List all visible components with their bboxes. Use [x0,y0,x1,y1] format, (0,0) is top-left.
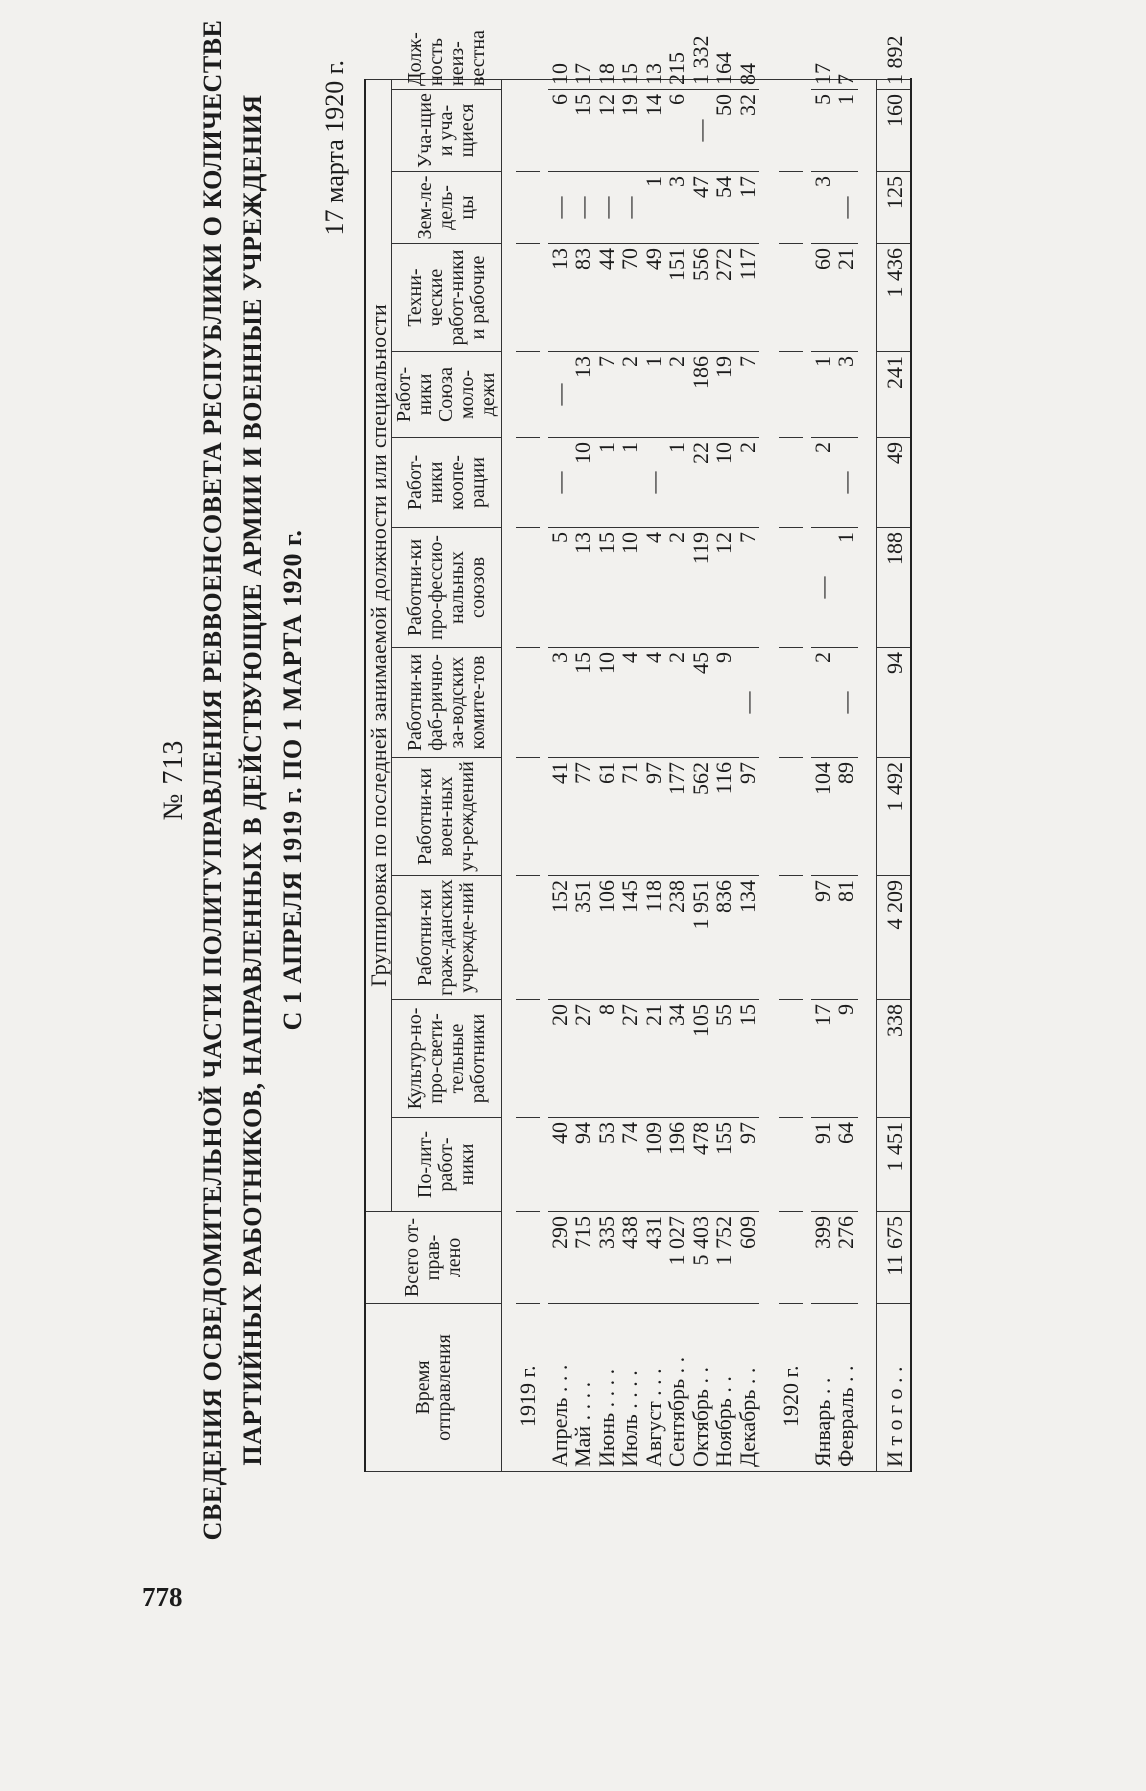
subheader: Долж-ность неиз-вестна [392,79,502,89]
table-cell: 160 [876,90,911,172]
table-cell: 13 [571,352,595,438]
workers-table [364,30,912,1472]
title-line-1: СВЕДЕНИЯ ОСВЕДОМИТЕЛЬНОЙ ЧАСТИ ПОЛИТУПРАВЛЕНИЯ РЕВВОЕНСОВЕТА РЕСПУБЛИКИ О КОЛИЧЕСТВЕ [198,19,227,1541]
table-cell: 64 [834,1118,858,1212]
table-cell: 4 [642,528,666,648]
year-label: 1919 г. [516,1304,540,1472]
table-row [665,79,689,1471]
table-cell: 97 [736,1118,760,1212]
table-cell: 556 [689,244,713,352]
table-cell: 7 [736,528,760,648]
table-row [736,79,760,1471]
table-cell: 1 [834,528,858,648]
row-label: Ноябрь . . [712,1304,736,1472]
table-cell: 186 [689,352,713,438]
table-cell: 351 [571,876,595,1000]
table-row [712,79,736,1471]
table-cell: 1 [595,438,619,528]
table-cell: 2 [665,528,689,648]
table-cell: 335 [595,1212,619,1304]
table-row [834,79,858,1471]
table-cell: 177 [665,758,689,876]
table-cell: 134 [736,876,760,1000]
table-row [642,79,666,1471]
table-cell: 215 [665,79,689,89]
table-cell: — [548,438,572,528]
row-label: Февраль . . [834,1304,858,1472]
table-cell: 119 [689,528,713,648]
document-date: 17 марта 1920 г. [320,60,349,236]
table-cell: 9 [834,1000,858,1118]
table-cell: 3 [548,648,572,758]
table-cell: 104 [811,758,835,876]
table-cell: 15 [571,90,595,172]
table-cell: 17 [736,172,760,244]
table-cell: 61 [595,758,619,876]
table-cell: 1 436 [876,244,911,352]
row-label: Август . . . [642,1304,666,1472]
document-number: № 713 [158,739,189,821]
table-cell: 7 [736,352,760,438]
table-cell: 2 [811,648,835,758]
table-cell: 338 [876,1000,911,1118]
table-cell: 116 [712,758,736,876]
table-cell: 105 [689,1000,713,1118]
table-cell: 15 [595,528,619,648]
table-cell: 19 [712,352,736,438]
table-cell: 2 [665,648,689,758]
table-cell: — [736,648,760,758]
table-cell: 562 [689,758,713,876]
header-time: Время отправления [365,1304,502,1472]
table-cell: 84 [736,79,760,89]
table-cell: 3 [665,172,689,244]
table-cell: 6 [665,90,689,172]
table-cell: 145 [618,876,642,1000]
table-cell: 53 [595,1118,619,1212]
table-cell: 1 451 [876,1118,911,1212]
table-cell: 19 [618,90,642,172]
table-cell: 89 [834,758,858,876]
table-cell: 1 951 [689,876,713,1000]
table-row [618,79,642,1471]
title-line-2: ПАРТИЙНЫХ РАБОТНИКОВ, НАПРАВЛЕННЫХ В ДЕЙСТВУЮЩИЕ АРМИИ И ВОЕННЫЕ УЧРЕЖДЕНИЯ [238,94,267,1466]
table-cell: 15 [571,648,595,758]
table-cell: 2 [811,438,835,528]
table-body [502,35,912,1471]
table-cell: 27 [618,1000,642,1118]
subheader: Работ-ники коопе-рации [392,438,502,528]
table-cell: 431 [642,1212,666,1304]
subheader: Техни-ческие работ-ники и рабочие [392,244,502,352]
table-cell: 241 [876,352,911,438]
table-cell: 83 [571,244,595,352]
table-cell: 117 [736,244,760,352]
table-cell: 1 [642,352,666,438]
table-cell: 50 [712,90,736,172]
table-cell: 97 [642,758,666,876]
page-number: 778 [142,1582,183,1612]
table-cell: — [834,648,858,758]
table-cell: 15 [618,79,642,89]
table-cell: 7 [834,79,858,89]
table-cell: 97 [736,758,760,876]
table-cell: 106 [595,876,619,1000]
table-cell: 3 [811,172,835,244]
rotated-page [110,0,1050,1560]
table-cell: 9 [712,648,736,758]
table-cell: 8 [595,1000,619,1118]
table-cell: 17 [811,1000,835,1118]
table-cell: 49 [642,244,666,352]
subheader: Работни-ки граж-данских учрежде-ний [392,876,502,1000]
row-label: Декабрь . . [736,1304,760,1472]
table-cell: 1 752 [712,1212,736,1304]
table-cell: 109 [642,1118,666,1212]
table-cell: 54 [712,172,736,244]
table-cell: 7 [595,352,619,438]
table-cell: 15 [736,1000,760,1118]
table-cell: 74 [618,1118,642,1212]
table-cell: 21 [834,244,858,352]
row-label: Май . . . . [571,1304,595,1472]
table-cell: 34 [665,1000,689,1118]
table-cell: 94 [571,1118,595,1212]
subheader: Культур-но-про-свети-тельные работники [392,1000,502,1118]
table-cell: 125 [876,172,911,244]
table-cell: — [642,438,666,528]
table-cell: 22 [689,438,713,528]
table-cell: 152 [548,876,572,1000]
table-cell: 2 [665,352,689,438]
table-cell: 1 332 [689,79,713,89]
table-cell: 5 [811,90,835,172]
header-group: Группировка по последней занимаемой должности или специальности [365,79,392,1211]
table-cell: 40 [548,1118,572,1212]
table-row [548,79,572,1471]
table-cell: 1 [665,438,689,528]
table-cell: 3 [834,352,858,438]
table-cell: 17 [571,79,595,89]
table-cell: 11 675 [876,1212,911,1304]
total-row [876,79,911,1471]
header-total: Всего от-прав-лено [365,1212,502,1304]
table-cell: 836 [712,876,736,1000]
table-cell: 1 [834,90,858,172]
table-cell: 155 [712,1118,736,1212]
subheader: Работни-ки воен-ных уч-реждений [392,758,502,876]
table-cell: 81 [834,876,858,1000]
table-cell: 196 [665,1118,689,1212]
table-cell: 71 [618,758,642,876]
table-cell: 1 492 [876,758,911,876]
table-cell: 27 [571,1000,595,1118]
table-cell: 276 [834,1212,858,1304]
row-label: Октябрь . . [689,1304,713,1472]
row-label: Апрель . . . [548,1304,572,1472]
table-row [595,79,619,1471]
table-cell: 45 [689,648,713,758]
table-cell: 47 [689,172,713,244]
table-cell: — [811,528,835,648]
table-cell: 1 027 [665,1212,689,1304]
table-cell: 41 [548,758,572,876]
table-cell: 399 [811,1212,835,1304]
table-cell: 12 [712,528,736,648]
table-cell: 18 [595,79,619,89]
table-cell: 5 [548,528,572,648]
table-cell: 272 [712,244,736,352]
table-cell: 13 [642,79,666,89]
table-cell: 97 [811,876,835,1000]
table-cell: 2 [736,438,760,528]
table-cell: — [834,172,858,244]
table-cell: 10 [618,528,642,648]
table-cell: 2 [618,352,642,438]
table-cell: — [548,172,572,244]
table-cell: 94 [876,648,911,758]
table-cell: 118 [642,876,666,1000]
table-cell: 70 [618,244,642,352]
table-cell: 14 [642,90,666,172]
table-cell: 20 [548,1000,572,1118]
table-row [571,79,595,1471]
table-cell: 1 [811,352,835,438]
table-cell: — [834,438,858,528]
table-cell: 4 209 [876,876,911,1000]
table-cell: 13 [571,528,595,648]
table-cell: 91 [811,1118,835,1212]
table-cell: 12 [595,90,619,172]
subheader: По-лит-работ-ники [392,1118,502,1212]
row-label: Июнь . . . . [595,1304,619,1472]
table-cell: 6 [548,90,572,172]
subheader: Работ-ники Союза моло-дежи [392,352,502,438]
subheader: Зем-ле-дель-цы [392,172,502,244]
table-row [811,79,835,1471]
title-line-3: С 1 АПРЕЛЯ 1919 г. ПО 1 МАРТА 1920 г. [278,529,307,1031]
table-cell: 238 [665,876,689,1000]
row-label: Январь . . [811,1304,835,1472]
table-cell: 10 [571,438,595,528]
row-label: Июль . . . . [618,1304,642,1472]
table-cell: 609 [736,1212,760,1304]
subheader: Работни-ки фаб-рично-за-водских комите-тов [392,648,502,758]
table-cell: 478 [689,1118,713,1212]
table-cell: 10 [712,438,736,528]
table-cell: 21 [642,1000,666,1118]
table-cell: 32 [736,90,760,172]
table-row [689,79,713,1471]
row-label: Сентябрь . . [665,1304,689,1472]
table-cell: 55 [712,1000,736,1118]
table-cell: — [595,172,619,244]
table-cell: 17 [811,79,835,89]
table-cell: 4 [618,648,642,758]
table-cell: — [571,172,595,244]
row-label: И т о г о . . [876,1304,911,1472]
table-cell: 1 [618,438,642,528]
table-cell: 44 [595,244,619,352]
table-cell: 164 [712,79,736,89]
subheader: Работни-ки про-фессио-нальных союзов [392,528,502,648]
table-cell: 10 [595,648,619,758]
table-cell: 715 [571,1212,595,1304]
table-cell: — [618,172,642,244]
table-cell: 5 403 [689,1212,713,1304]
year-label: 1920 г. [779,1304,803,1472]
table-cell: 10 [548,79,572,89]
table-cell: 4 [642,648,666,758]
table-cell: 77 [571,758,595,876]
table-cell: 49 [876,438,911,528]
table-cell: 438 [618,1212,642,1304]
table-cell: 188 [876,528,911,648]
table-cell: 13 [548,244,572,352]
table-cell: 290 [548,1212,572,1304]
table-cell: — [689,90,713,172]
table-cell: 60 [811,244,835,352]
subheader: Уча-щие и уча-щиеся [392,90,502,172]
table-cell: 1 [642,172,666,244]
table-cell: 151 [665,244,689,352]
table-cell: — [548,352,572,438]
table-cell: 1 892 [876,79,911,89]
